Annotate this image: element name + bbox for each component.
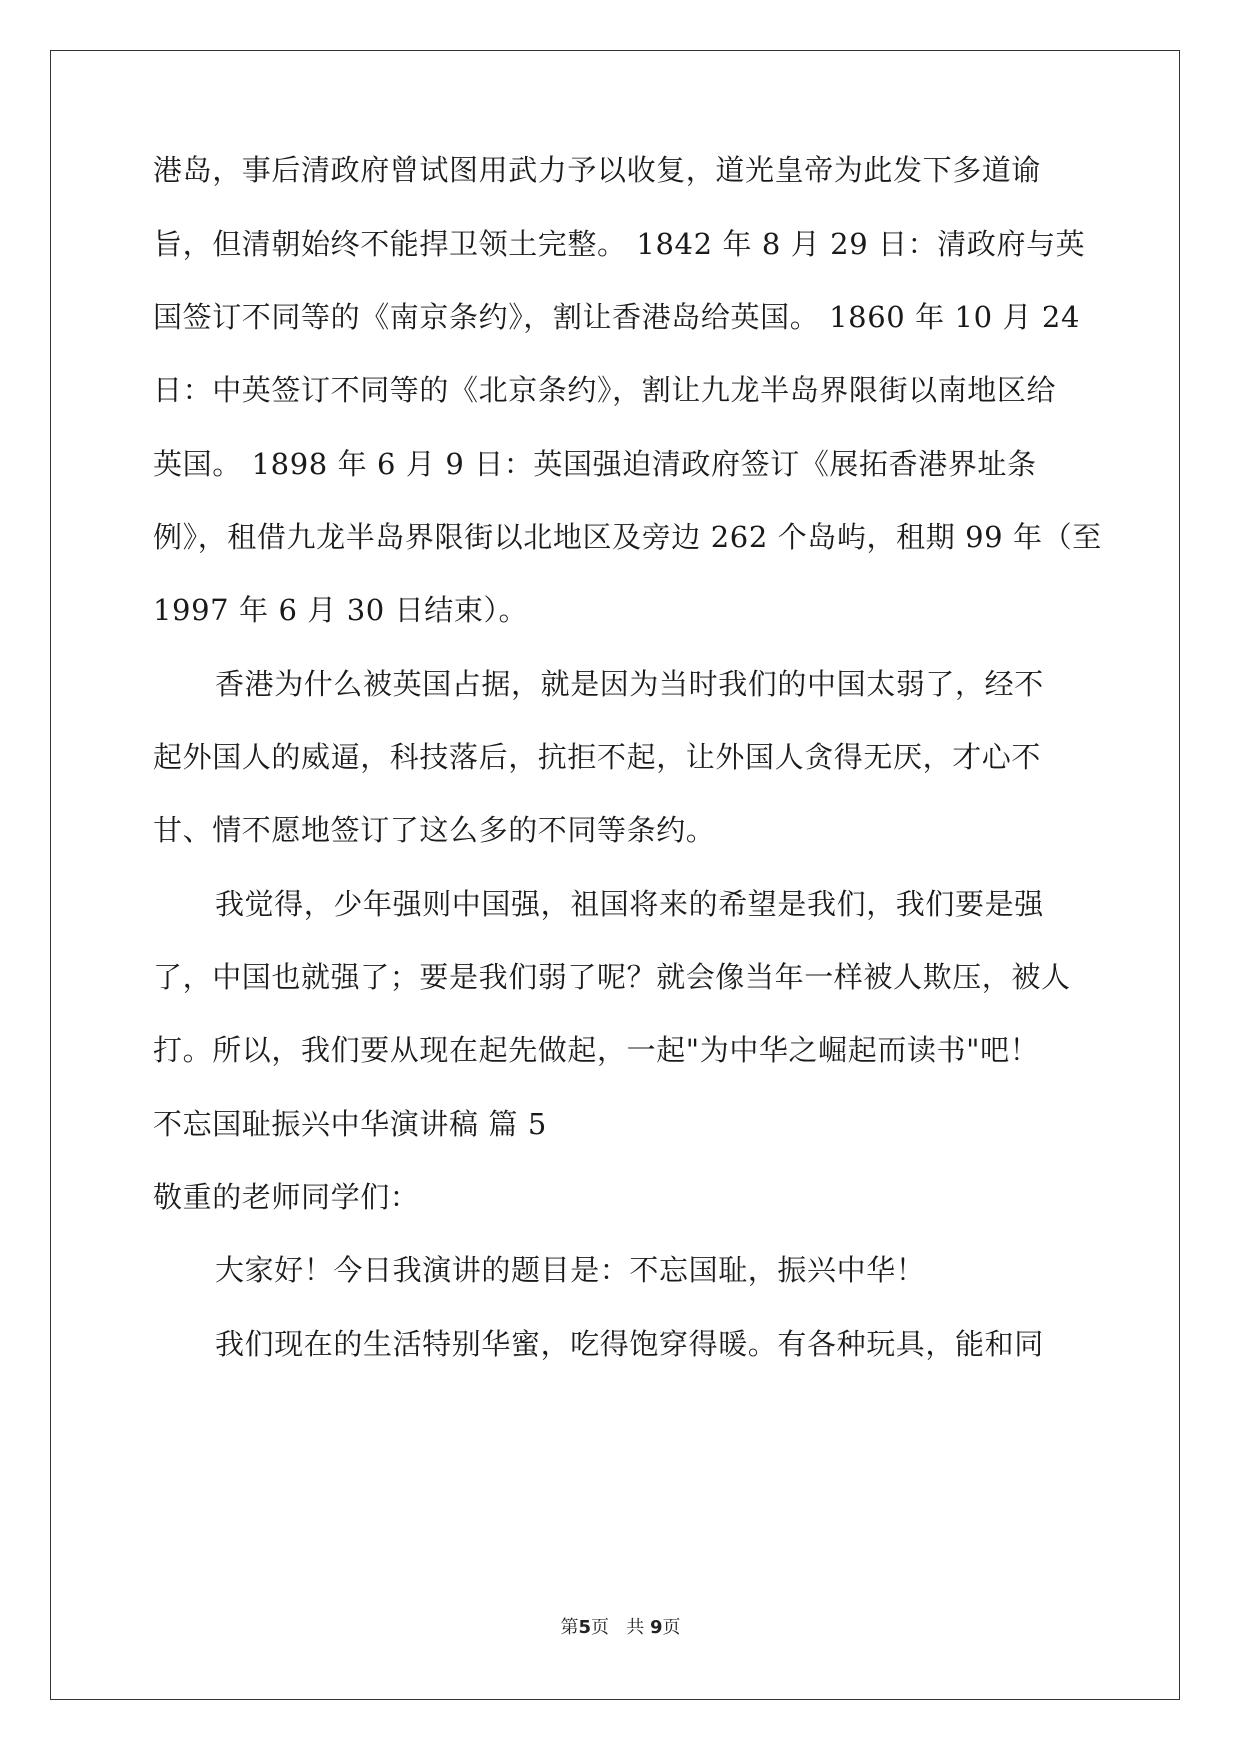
section-title: 不忘国耻振兴中华演讲稿 篇 5 [153, 1107, 547, 1141]
body-line: 港岛，事后清政府曾试图用武力予以收复，道光皇帝为此发下多道谕 [153, 153, 1042, 187]
body-line: 日：中英签订不同等的《北京条约》，割让九龙半岛界限街以南地区给 [153, 373, 1057, 407]
greeting-line: 大家好！今日我演讲的题目是：不忘国耻，振兴中华！ [215, 1253, 926, 1287]
body-line: 打。所以，我们要从现在起先做起，一起"为中华之崛起而读书"吧！ [153, 1033, 1040, 1067]
body-line: 1997 年 6 月 30 日结束）。 [153, 593, 529, 627]
footer-page-unit: 页 [591, 1617, 610, 1638]
body-line: 起外国人的威逼，科技落后，抗拒不起，让外国人贪得无厌，才心不 [153, 740, 1042, 774]
body-line: 香港为什么被英国占据，就是因为当时我们的中国太弱了，经不 [215, 667, 1044, 701]
page-border [50, 50, 1180, 1700]
total-pages-number: 9 [649, 1617, 663, 1638]
body-line: 我觉得，少年强则中国强，祖国将来的希望是我们，我们要是强 [215, 887, 1044, 921]
body-line: 了，中国也就强了；要是我们弱了呢？就会像当年一样被人欺压，被人 [153, 960, 1071, 994]
body-line: 甘、情不愿地签订了这么多的不同等条约。 [153, 813, 716, 847]
salutation: 敬重的老师同学们： [153, 1180, 420, 1214]
footer-prefix: 第 [560, 1617, 579, 1638]
footer-total-prefix: 共 [626, 1617, 645, 1638]
current-page-number: 5 [578, 1617, 592, 1638]
body-line: 例》，租借九龙半岛界限街以北地区及旁边 262 个岛屿，租期 99 年（至 [153, 520, 1102, 554]
page-footer [0, 1617, 1241, 1639]
body-line: 国签订不同等的《南京条约》，割让香港岛给英国。 1860 年 10 月 24 [153, 300, 1080, 334]
body-line: 英国。 1898 年 6 月 9 日：英国强迫清政府签订《展拓香港界址条 [153, 447, 1037, 481]
body-line: 我们现在的生活特别华蜜，吃得饱穿得暖。有各种玩具，能和同 [215, 1327, 1044, 1361]
body-line: 旨，但清朝始终不能捍卫领土完整。 1842 年 8 月 29 日：清政府与英 [153, 227, 1086, 261]
footer-total-unit: 页 [662, 1617, 681, 1638]
